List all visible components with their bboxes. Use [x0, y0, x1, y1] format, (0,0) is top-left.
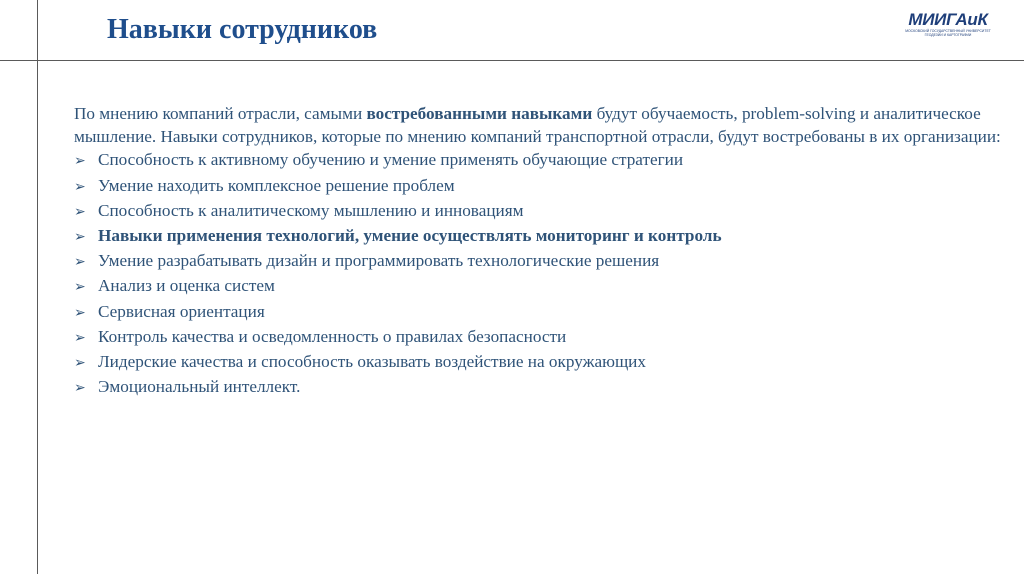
list-item	[74, 148, 1004, 173]
list-item	[74, 375, 1004, 400]
arrow-bullet-icon: ➢	[74, 304, 86, 321]
list-item	[74, 350, 1004, 375]
list-item-text: Способность к активному обучению и умение применять обучающие стратегии	[98, 150, 684, 170]
arrow-bullet-icon: ➢	[74, 355, 86, 372]
logo-wordmark: МИИГАиК	[908, 10, 988, 29]
list-item-text: Сервисная ориентация	[98, 301, 265, 321]
intro-paragraph	[74, 102, 1004, 148]
list-item	[74, 300, 1004, 325]
list-item-text: Эмоциональный интеллект.	[98, 377, 301, 397]
arrow-bullet-icon: ➢	[74, 229, 86, 246]
arrow-bullet-icon: ➢	[74, 178, 86, 195]
list-item	[74, 199, 1004, 224]
arrow-bullet-icon: ➢	[74, 254, 86, 271]
list-item	[74, 249, 1004, 274]
skills-list	[74, 148, 1004, 400]
arrow-bullet-icon: ➢	[74, 380, 86, 397]
list-item-text: Лидерские качества и способность оказывать воздействие на окружающих	[98, 352, 646, 372]
slide-title: Навыки сотрудников	[107, 14, 378, 45]
logo-subtitle-line-1: МОСКОВСКИЙ ГОСУДАРСТВЕННЫЙ УНИВЕРСИТЕТ	[905, 29, 991, 33]
list-item	[74, 224, 1004, 249]
logo-subtitle-line-2: ГЕОДЕЗИИ И КАРТОГРАФИИ	[924, 33, 972, 38]
vertical-rule	[37, 0, 38, 574]
list-item-text: Навыки применения технологий, умение осуществлять мониторинг и контроль	[98, 226, 722, 246]
list-item	[74, 325, 1004, 350]
arrow-bullet-icon: ➢	[74, 279, 86, 296]
list-item-text: Способность к аналитическому мышлению и инновациям	[98, 200, 524, 220]
arrow-bullet-icon: ➢	[74, 153, 86, 170]
list-item-text: Контроль качества и осведомленность о правилах безопасности	[98, 326, 567, 346]
university-logo	[896, 11, 1000, 37]
arrow-bullet-icon: ➢	[74, 329, 86, 346]
intro-emphasis: востребованными навыками	[366, 104, 593, 123]
intro-text-part-2: будут обучаемость, problem-solving и аналитическое мышление. Навыки сотрудников, которые по мнению компаний транспортной отрасли, будут востребованы в их организации:	[74, 104, 1001, 147]
list-item-text: Анализ и оценка систем	[98, 276, 275, 296]
list-item	[74, 174, 1004, 199]
slide-body	[74, 102, 1004, 400]
list-item-text: Умение разрабатывать дизайн и программировать технологические решения	[98, 251, 660, 271]
arrow-bullet-icon: ➢	[74, 203, 86, 220]
list-item	[74, 274, 1004, 299]
list-item-text: Умение находить комплексное решение проблем	[98, 175, 455, 195]
intro-text-part-1: По мнению компаний отрасли, самыми	[74, 104, 367, 123]
horizontal-rule	[0, 60, 1024, 61]
